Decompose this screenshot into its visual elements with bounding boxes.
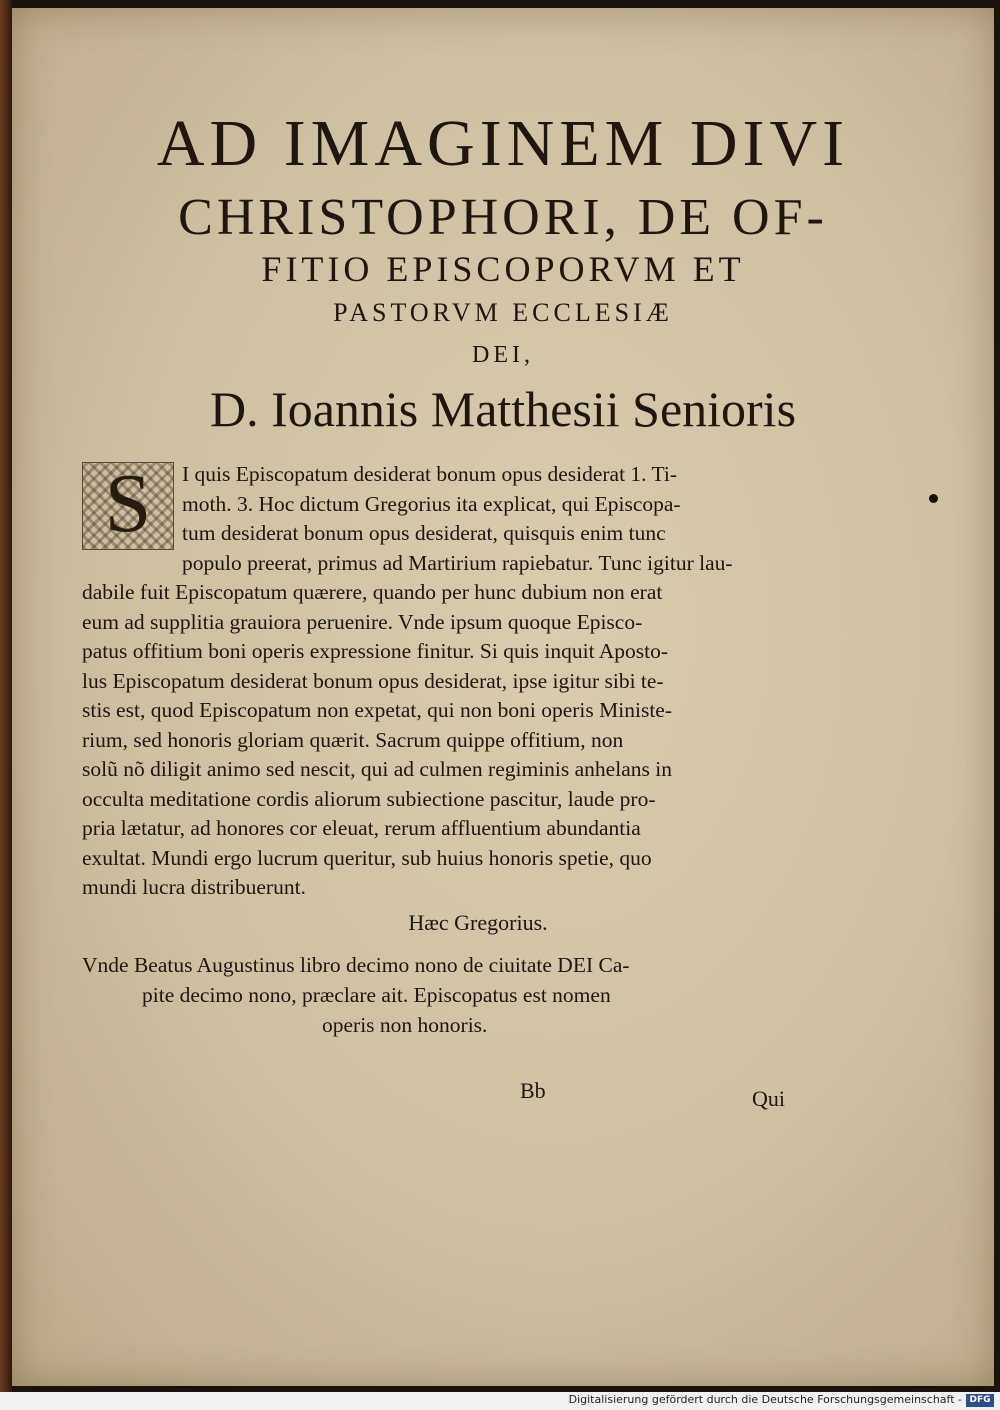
book-binding-edge [0,0,12,1392]
body-line: lus Episcopatum desiderat bonum opus desiderat, ipse igitur sibi te- [82,668,664,693]
body-line: mundi lucra distribuerunt. [82,875,306,899]
body-line: dabile fuit Episcopatum quærere, quando per hunc dubium non erat [82,580,663,604]
heading-line-1: AD IMAGINEM DIVI [156,107,850,180]
body-line: exultat. Mundi ergo lucrum queritur, sub huius honoris spetie, quo [82,845,652,870]
body-line: populo preerat, primus ad Martirium rapiebatur. Tunc igitur lau- [182,550,733,575]
heading-line-4: PASTORVM ECCLESIÆ [333,298,673,327]
heading-line-3: FITIO EPISCOPORVM ET [261,249,745,289]
book-page [12,8,994,1386]
author-line: D. Ioannis Matthesii Senioris [209,381,797,437]
body-line: solũ nõ diligit animo sed nescit, qui ad culmen regiminis anhelans in [82,757,672,781]
body-line: I quis Episcopatum desiderat bonum opus desiderat 1. Ti- [182,462,678,486]
initial-letter: S [104,457,152,550]
body-line: tum desiderat bonum opus desiderat, quisquis enim tunc [182,521,666,545]
body-text [82,457,812,903]
heading-line-5: DEI, [472,342,534,368]
heading-line-2: CHRISTOPHORI, DE OF- [178,189,828,246]
body-line: rium, sed honoris gloriam quærit. Sacrum quippe offitium, non [82,727,624,752]
paragraph-line: operis non honoris. [322,1013,488,1037]
body-line: occulta meditatione cordis aliorum subiectione pascitur, laude pro- [82,786,656,811]
decorated-initial [82,457,174,550]
signature-mark: Bb [520,1078,546,1103]
second-paragraph [82,950,822,1040]
body-line: stis est, quod Episcopatum non expetat, qui non boni operis Ministe- [82,698,672,722]
paragraph-line: Vnde Beatus Augustinus libro decimo nono de ciuitate DEI Ca- [82,953,630,977]
body-line: moth. 3. Hoc dictum Gregorius ita explicat, qui Episcopa- [182,491,681,516]
margin-dot [929,494,938,503]
body-line: eum ad supplitia grauiora peruenire. Vnde ipsum quoque Episco- [82,609,643,634]
body-line: pria lætatur, ad honores cor eleuat, rerum affluentium abundantia [82,816,641,840]
body-line: patus offitium boni operis expressione finitur. Si quis inquit Aposto- [82,639,669,663]
funding-credit: Digitalisierung gefördert durch die Deutsche Forschungsgemeinschaft - [568,1393,962,1406]
dfg-logo[interactable]: DFG [966,1394,994,1407]
closing-line: Hæc Gregorius. [408,910,548,935]
paragraph-line: pite decimo nono, præclare ait. Episcopatus est nomen [142,983,611,1007]
footer-bar [0,1392,1000,1410]
catchword: Qui [752,1086,785,1111]
